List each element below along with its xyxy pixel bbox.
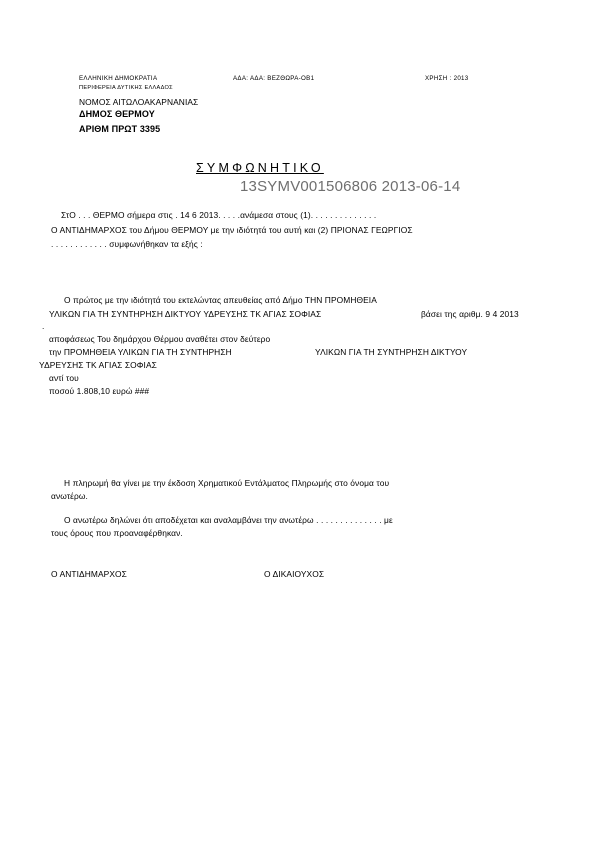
paragraph-1-line-6: αντί του bbox=[49, 373, 79, 383]
paragraph-1-dot: . bbox=[42, 321, 45, 331]
opening-line-2: Ο ΑΝΤΙΔΗΜΑΡΧΟΣ του Δήμου ΘΕΡΜΟΥ με την ιδιότητά του αυτή και (2) ΠΡΙΟΝΑΣ ΓΕΩΡΓΙΟΣ bbox=[51, 225, 413, 235]
paragraph-2-line-1: Η πληρωμή θα γίνει με την έκδοση Χρηματικού Εντάλματος Πληρωμής στο όνομα του bbox=[64, 478, 390, 488]
paragraph-3-line-1: Ο ανωτέρω δηλώνει ότι αποδέχεται και αναλαμβάνει την ανωτέρω . . . . . . . . . . . . . . με bbox=[64, 515, 393, 525]
paragraph-1-line-2: ΥΛΙΚΩΝ ΓΙΑ ΤΗ ΣΥΝΤΗΡΗΣΗ ΔΙΚΤΥΟΥ ΥΔΡΕΥΣΗΣ ΤΚ ΑΓΙΑΣ ΣΟΦΙΑΣ bbox=[49, 309, 322, 319]
municipality-header: ΔΗΜΟΣ ΘΕΡΜΟΥ bbox=[79, 109, 155, 119]
paragraph-1-decision-ref: βάσει της αριθμ. 9 4 2013 bbox=[421, 309, 519, 319]
document-title: ΣΥΜΦΩΝΗΤΙΚΟ bbox=[196, 161, 324, 175]
opening-line-3: . . . . . . . . . . . . συμφωνήθηκαν τα εξής : bbox=[51, 239, 203, 249]
region-header: ΠΕΡΙΦΕΡΕΙΑ ΔΥΤΙΚΗΣ ΕΛΛΑΔΟΣ bbox=[79, 85, 173, 91]
signature-deputy-mayor: Ο ΑΝΤΙΔΗΜΑΡΧΟΣ bbox=[51, 569, 127, 579]
country-header: ΕΛΛΗΝΙΚΗ ΔΗΜΟΚΡΑΤΙΑ bbox=[79, 75, 158, 82]
paragraph-2-line-2: ανωτέρω. bbox=[51, 491, 88, 501]
opening-line-1: ΣτΟ . . . ΘΕΡΜΟ σήμερα στις . 14 6 2013. . . . .ανάμεσα στους (1). . . . . . . . . . . . . . bbox=[61, 210, 377, 220]
fiscal-year: ΧΡΗΣΗ : 2013 bbox=[425, 75, 469, 82]
signature-beneficiary: Ο ΔΙΚΑΙΟΥΧΟΣ bbox=[264, 569, 325, 579]
paragraph-3-line-2: τους όρους που προαναφέρθηκαν. bbox=[51, 528, 183, 538]
ada-code: ΑΔΑ: ΑΔΑ: ΒΕΖΘΩΡΑ-ΟΒ1 bbox=[233, 75, 315, 82]
paragraph-1-line-4: την ΠΡΟΜΗΘΕΙΑ ΥΛΙΚΩΝ ΓΙΑ ΤΗ ΣΥΝΤΗΡΗΣΗ bbox=[49, 347, 232, 357]
paragraph-1-line-5: ΥΔΡΕΥΣΗΣ ΤΚ ΑΓΙΑΣ ΣΟΦΙΑΣ bbox=[39, 360, 157, 370]
paragraph-1-line-3: αποφάσεως Του δημάρχου Θέρμου αναθέτει στον δεύτερο bbox=[49, 334, 271, 344]
paragraph-1-line-4b: ΥΛΙΚΩΝ ΓΙΑ ΤΗ ΣΥΝΤΗΡΗΣΗ ΔΙΚΤΥΟΥ bbox=[315, 347, 468, 357]
paragraph-1-line-1: Ο πρώτος με την ιδιότητά του εκτελώντας απευθείας από Δήμο ΤΗΝ ΠΡΟΜΗΘΕΙΑ bbox=[64, 295, 377, 305]
prefecture-header: ΝΟΜΟΣ ΑΙΤΩΛΟΑΚΑΡΝΑΝΙΑΣ bbox=[79, 97, 199, 107]
registry-stamp: 13SYMV001506806 2013-06-14 bbox=[240, 178, 461, 195]
paragraph-1-amount: ποσού 1.808,10 ευρώ ### bbox=[49, 386, 150, 396]
protocol-number: ΑΡΙΘΜ ΠΡΩΤ 3395 bbox=[79, 124, 161, 134]
